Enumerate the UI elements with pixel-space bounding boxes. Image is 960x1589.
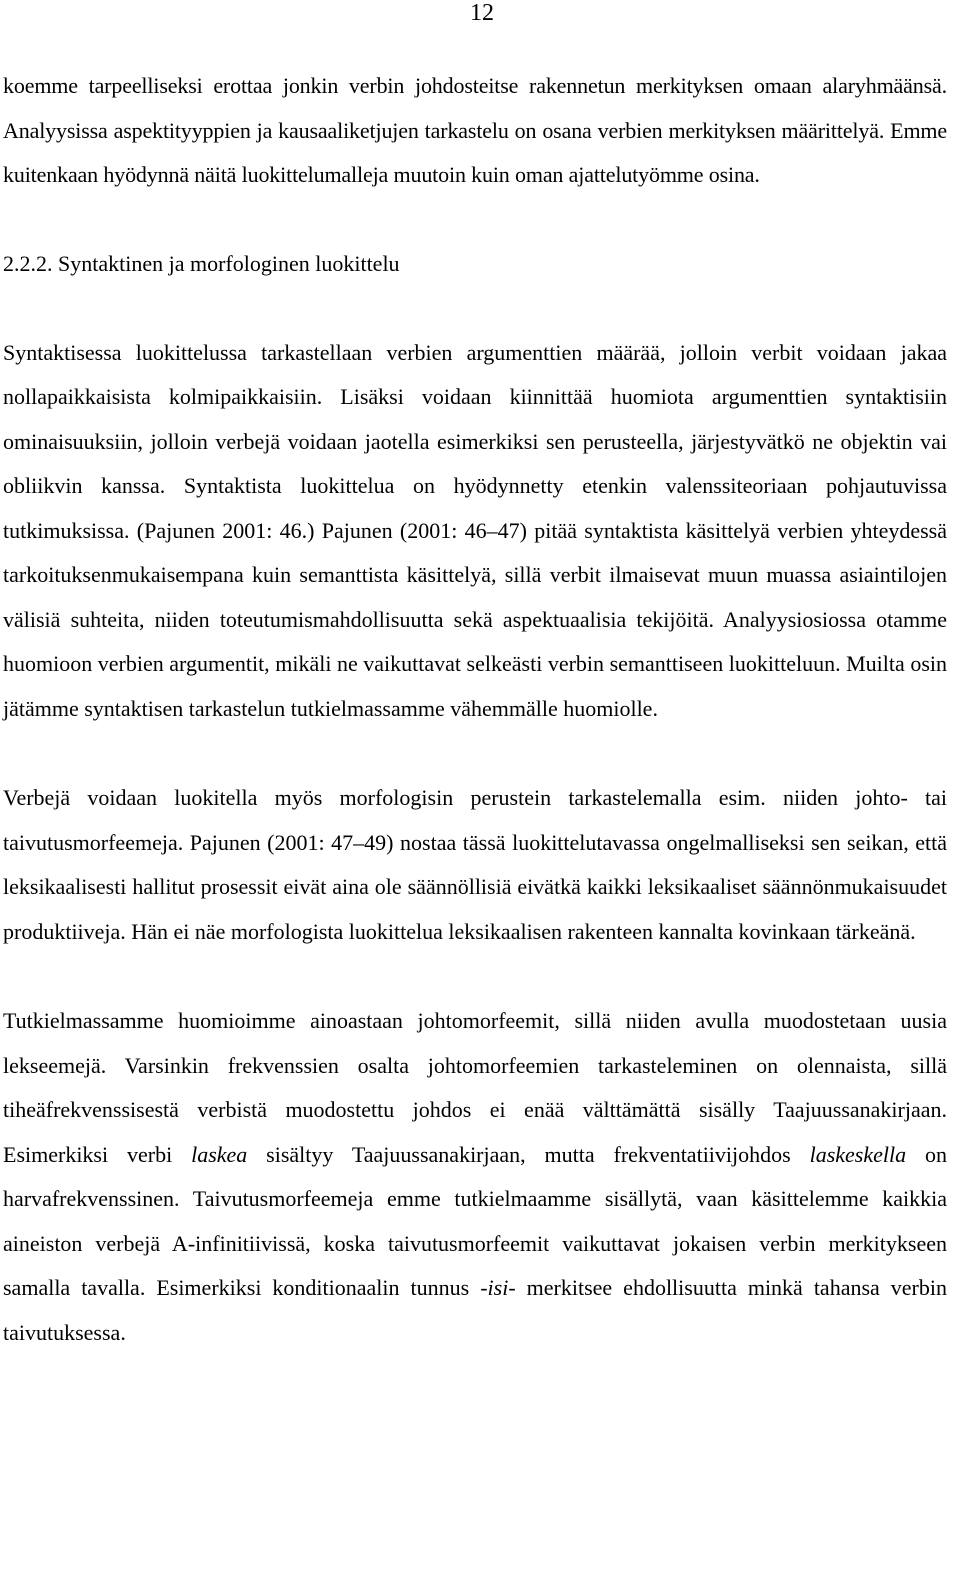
paragraph-intro: koemme tarpeelliseksi erottaa jonkin verbin johdosteitse rakennetun merkityksen omaan alaryhmäänsä. Analyysissa aspektityyppien ja kausaaliketjujen tarkastelu on osana verbien merkityksen määrittelyä. Emme kuitenkaan hyödynnä näitä luokittelumalleja muutoin kuin oman ajattelutyömme osina. — [3, 73, 947, 187]
text-segment: sisältyy Taajuussanakirjaan, mutta frekventatiivijohdos — [247, 1141, 810, 1167]
example-morpheme-isi: -isi- — [480, 1275, 516, 1300]
paragraph-derivational — [3, 999, 947, 1355]
section-heading: 2.2.2. Syntaktinen ja morfologinen luokittelu — [3, 250, 400, 276]
paragraph-morphological: Verbejä voidaan luokitella myös morfologisin perustein tarkastelemalla esim. niiden johto- tai taivutusmorfeemeja. Pajunen (2001: 47–49) nostaa tässä luokittelutavassa ongelmalliseksi sen seikan, että leksikaalisesti hallitut prosessit eivät aina ole säännöllisiä eivätkä kaikki leksikaaliset säännönmukaisuudet produktiiveja. Hän ei näe morfologista luokittelua leksikaalisen rakenteen kannalta kovinkaan tärkeänä. — [3, 785, 947, 944]
page-number: 12 — [470, 0, 494, 26]
text-segment: Tutkielmassamme huomioimme ainoastaan johtomorfeemit, sillä niiden avulla muodostetaan uusia lekseemejä. Varsinkin frekvenssien osalta johtomorfeemien tarkasteleminen on olennaista, sillä tiheäfrekvenssisestä verbistä muodostettu johdos ei enää välttämättä sisälly Taajuussanakirjaan. Esimerkiksi verbi — [3, 1008, 947, 1167]
text-segment: merkitsee ehdollisuutta minkä tahansa verbin taivutuksessa. — [3, 1275, 947, 1345]
paragraph-syntactic: Syntaktisessa luokittelussa tarkastellaan verbien argumenttien määrää, jolloin verbit voidaan jakaa nollapaikkaisista kolmipaikkaisiin. Lisäksi voidaan kiinnittää huomiota argumenttien syntaktisiin ominaisuuksiin, jolloin verbejä voidaan jaotella esimerkiksi sen perusteella, järjestyvätkö ne objektin vai obliikvin kanssa. Syntaktista luokittelua on hyödynnetty etenkin valenssiteoriaan pohjautuvissa tutkimuksissa. (Pajunen 2001: 46.) Pajunen (2001: 46–47) pitää syntaktista käsittelyä verbien yhteydessä tarkoituksenmukaisempana kuin semanttista käsittelyä, sillä verbit ilmaisevat muun muassa asiaintilojen välisiä suhteita, niiden toteutumismahdollisuutta sekä aspektuaalisia tekijöitä. Analyysiosiossa otamme huomioon verbien argumentit, mikäli ne vaikuttavat selkeästi verbin semanttiseen luokitteluun. Muilta osin jätämme syntaktisen tarkastelun tutkielmassamme vähemmälle huomiolle. — [3, 339, 947, 721]
example-word-laskeskella: laskeskella — [809, 1141, 907, 1167]
text-segment: on harvafrekvenssinen. Taivutusmorfeemeja emme tutkielmaamme sisällytä, vaan käsittelemme kaikkia aineiston verbejä A-infinitiivissä, koska taivutusmorfeemit vaikuttavat jokaisen verbin merkitykseen samalla tavalla. Esimerkiksi konditionaalin tunnus — [3, 1141, 948, 1300]
document-body — [3, 64, 947, 1355]
example-word-laskea: laskea — [191, 1141, 248, 1167]
